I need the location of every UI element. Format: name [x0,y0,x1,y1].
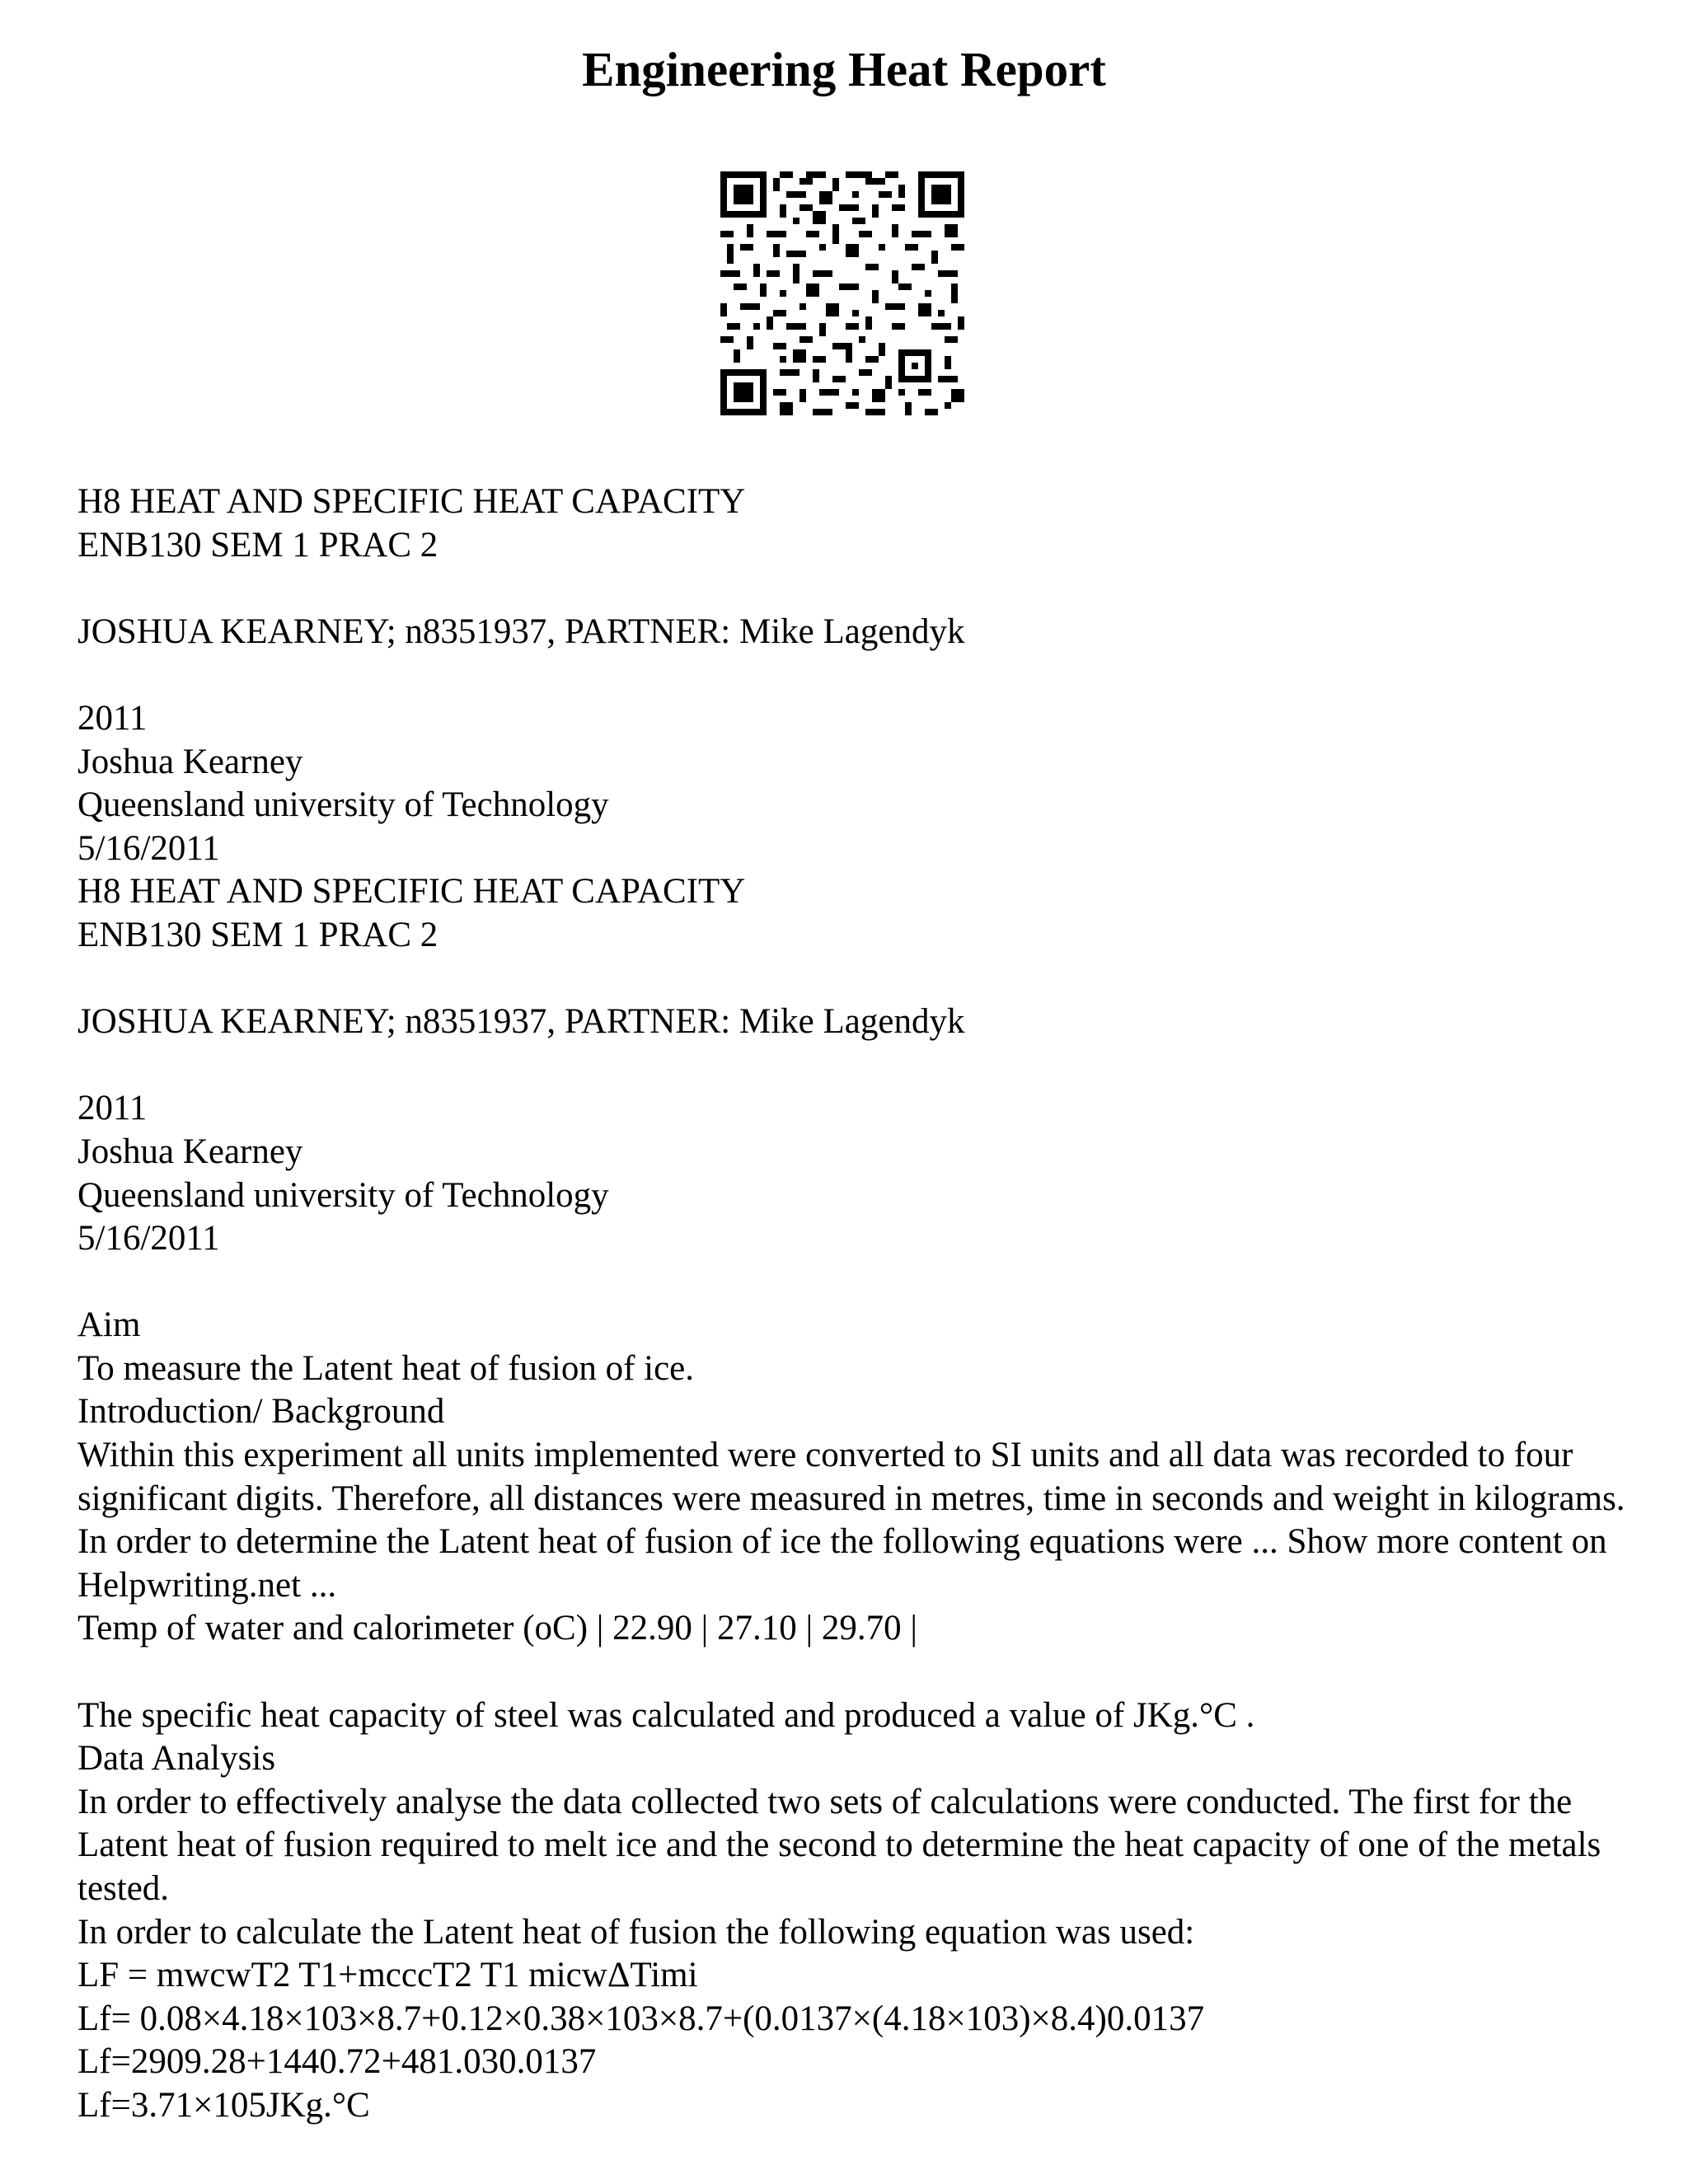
equation-line: Lf=3.71×105JKg.°C [77,2085,370,2125]
author-name-line: Joshua Kearney [77,742,303,781]
temperature-table-row: Temp of water and calorimeter (oC) | 22.90 | 27.10 | 29.70 | [77,1609,917,1648]
blank-line [77,1044,1627,1088]
course-line: ENB130 SEM 1 PRAC 2 [77,915,438,954]
author-name-line: Joshua Kearney [77,1132,303,1171]
introduction-paragraph: Within this experiment all units implemented were converted to SI units and all data was recorded to four significant digits. Therefore, all distances were measured in metres, time in seconds and weight in kilograms. [77,1436,1625,1518]
year-line: 2011 [77,1089,148,1128]
blank-line [77,1651,1627,1694]
qr-code-icon [720,171,964,415]
data-analysis-paragraph: In order to effectively analyse the data collected two sets of calculations were conducted. The first for the Latent heat of fusion required to melt ice and the second to determine the heat capacity of one of the metals tested. [77,1782,1601,1908]
author-line: JOSHUA KEARNEY; n8351937, PARTNER: Mike Lagendyk [77,1002,965,1042]
course-line: ENB130 SEM 1 PRAC 2 [77,525,438,565]
year-line: 2011 [77,698,148,738]
author-line: JOSHUA KEARNEY; n8351937, PARTNER: Mike Lagendyk [77,612,965,651]
report-title-line: H8 HEAT AND SPECIFIC HEAT CAPACITY [77,872,746,912]
equation-line: Lf= 0.08×4.18×103×8.7+0.12×0.38×103×8.7+(0.0137×(4.18×103)×8.4)0.0137 [77,1999,1205,2038]
aim-text: To measure the Latent heat of fusion of ice. [77,1348,695,1388]
report-title-line: H8 HEAT AND SPECIFIC HEAT CAPACITY [77,482,746,521]
blank-line [77,958,1627,1001]
institution-line: Queensland university of Technology [77,1175,609,1215]
equation-line: Lf=2909.28+1440.72+481.030.0137 [77,2042,597,2082]
specific-heat-result: The specific heat capacity of steel was calculated and produced a value of JKg.°C . [77,1695,1255,1735]
date-line: 5/16/2011 [77,828,220,868]
institution-line: Queensland university of Technology [77,785,609,825]
report-body [77,480,1627,2128]
equation-intro: In order to calculate the Latent heat of fusion the following equation was used: [77,1912,1195,1952]
date-line: 5/16/2011 [77,1219,220,1258]
section-heading-data-analysis: Data Analysis [77,1739,276,1779]
section-heading-aim: Aim [77,1305,141,1345]
blank-line [77,567,1627,611]
blank-line [77,1261,1627,1305]
document-title: Engineering Heat Report [582,42,1106,96]
blank-line [77,654,1627,697]
section-heading-introduction: Introduction/ Background [77,1392,445,1432]
introduction-continued: In order to determine the Latent heat of fusion of ice the following equations were ... Show more content on Helpwriting.net ... [77,1522,1607,1605]
equation-line: LF = mwcwT2 T1+mcccT2 T1 micwΔTimi [77,1956,698,1995]
